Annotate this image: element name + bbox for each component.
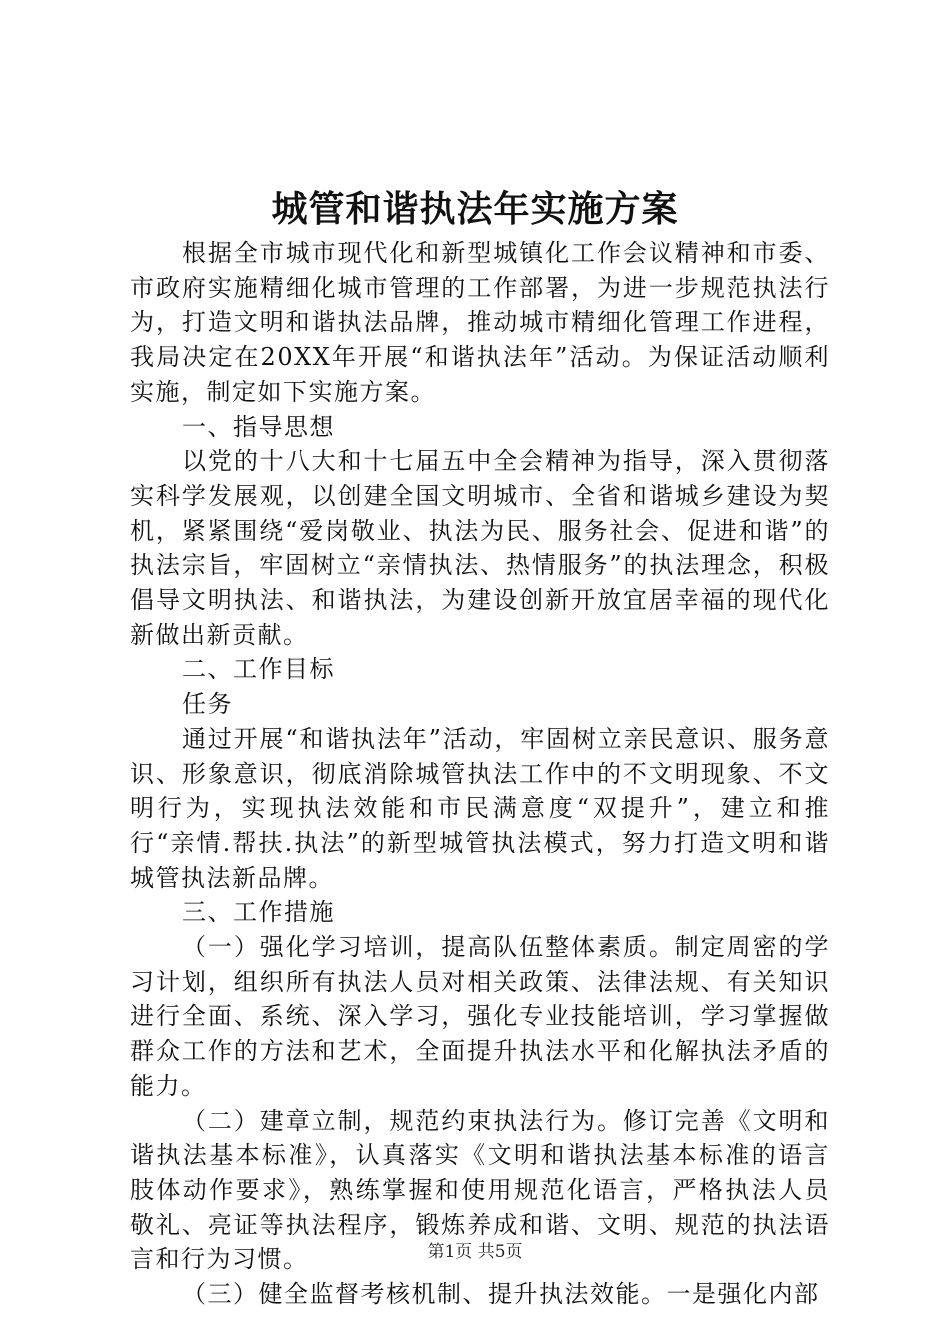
page-footer: 第1页 共5页: [427, 1242, 523, 1262]
paragraph-intro: 根据全市城市现代化和新型城镇化工作会议精神和市委、市政府实施精细化城市管理的工作部署，为进一步规范执法行为，打造文明和谐执法品牌，推动城市精细化管理工作进程，我局决定在20XX年开展“和谐执法年”活动。为保证活动顺利实施，制定如下实施方案。: [130, 239, 830, 406]
subheading-tasks: 任务: [182, 690, 233, 719]
heading-work-goals: 二、工作目标: [182, 655, 335, 684]
document-body: [130, 236, 830, 1312]
paragraph-measure-2: （二）建章立制，规范约束执法行为。修订完善《文明和谐执法基本标准》，认真落实《文明和谐执法基本标准的语言肢体动作要求》，熟练掌握和使用规范化语言，严格执法人员敬礼、亮证等执法程序，锻炼养成和谐、文明、规范的执法语言和行为习惯。: [130, 1106, 830, 1274]
document-title: 城管和谐执法年实施方案: [271, 188, 679, 230]
paragraph-work-goals: 通过开展“和谐执法年”活动，牢固树立亲民意识、服务意识、形象意识，彻底消除城管执法工作中的不文明现象、不文明行为，实现执法效能和市民满意度“双提升”，建立和推行“亲情.帮扶.执法”的新型城管执法模式，努力打造文明和谐城管执法新品牌。: [130, 724, 830, 892]
heading-guiding-ideology: 一、指导思想: [182, 412, 335, 441]
heading-work-measures: 三、工作措施: [182, 898, 335, 927]
paragraph-guiding-ideology: 以党的十八大和十七届五中全会精神为指导，深入贯彻落实科学发展观，以创建全国文明城市、全省和谐城乡建设为契机，紧紧围绕“爱岗敬业、执法为民、服务社会、促进和谐”的执法宗旨，牢固树立“亲情执法、热情服务”的执法理念，积极倡导文明执法、和谐执法，为建设创新开放宜居幸福的现代化新做出新贡献。: [130, 447, 830, 649]
paragraph-measure-3: （三）健全监督考核机制、提升执法效能。一是强化内部: [182, 1280, 820, 1309]
paragraph-measure-1: （一）强化学习培训，提高队伍整体素质。制定周密的学习计划，组织所有执法人员对相关政策、法律法规、有关知识进行全面、系统、深入学习，强化专业技能培训，学习掌握做群众工作的方法和艺术，全面提升执法水平和化解执法矛盾的能力。: [130, 933, 830, 1100]
